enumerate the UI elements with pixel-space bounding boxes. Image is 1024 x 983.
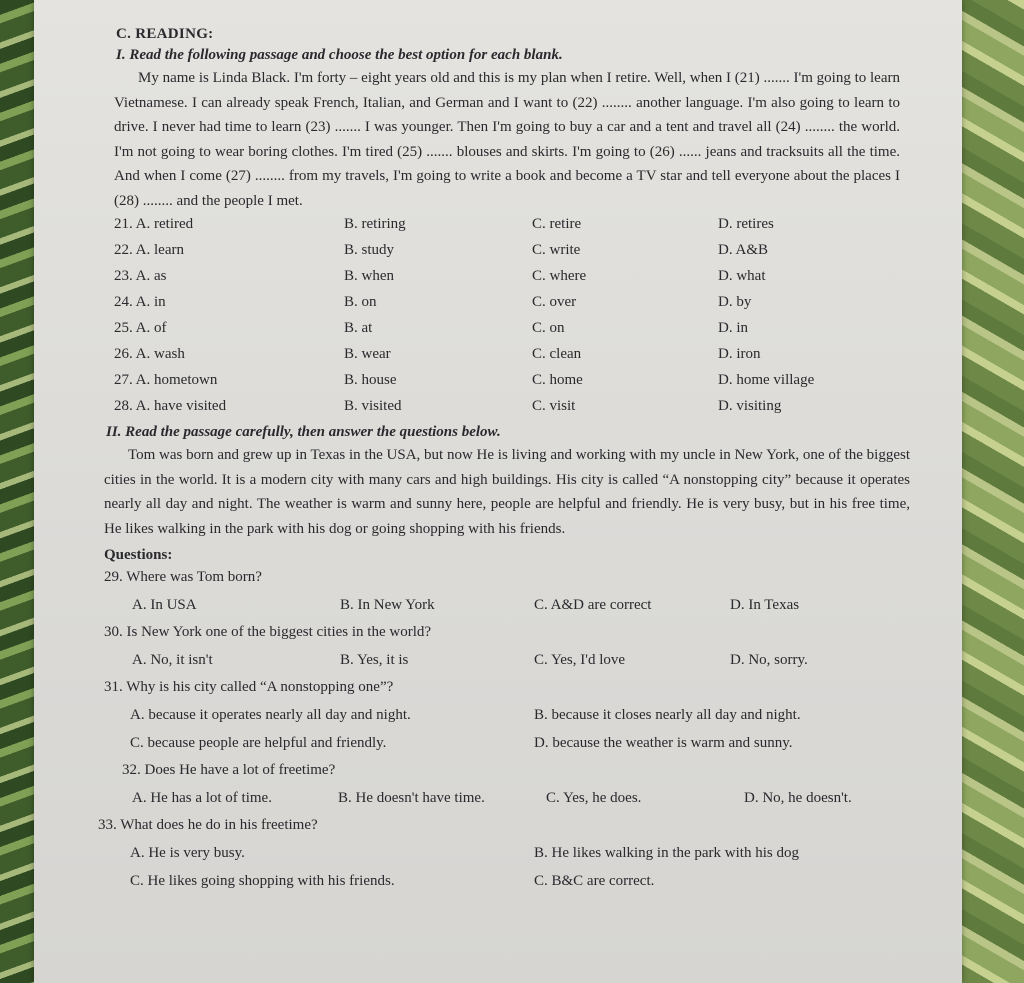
option-22-a: 22. A. learn xyxy=(114,242,184,258)
option-25-c: C. on xyxy=(532,320,565,336)
option-26-a: 26. A. wash xyxy=(114,346,185,362)
option-27-b: B. house xyxy=(344,372,397,388)
option-22-b: B. study xyxy=(344,242,395,258)
option-21-a: 21. A. retired xyxy=(114,216,194,232)
background-foliage-left xyxy=(0,0,36,983)
q31-option-d: D. because the weather is warm and sunny. xyxy=(534,735,793,751)
q30-option-d: D. No, sorry. xyxy=(730,652,808,668)
option-25-d: D. in xyxy=(718,320,748,336)
question-33-options-cd xyxy=(104,870,914,898)
part2 xyxy=(98,424,914,898)
option-26-b: B. wear xyxy=(344,346,391,362)
part1-passage: My name is Linda Black. I'm forty – eight years old and this is my plan when I retire. Well, when I (21) ....... I'm going to learn Vietnamese. I can already speak French, Italian, and German and I want to (22) ........ another language. I'm also going to learn to drive. I never had time to learn (23) ....... I was younger. Then I'm going to buy a car and a tent and travel all (24) ........ the world. I'm not going to wear boring clothes. I'm tired (25) ....... blouses and skirts. I'm going to (26) ...... jeans and tracksuits all the time. And when I come (27) ........ from my travels, I'm going to write a book and become a TV star and tell everyone about the places I (28) ........ and the people I met. xyxy=(114,70,900,209)
worksheet-paper xyxy=(34,0,962,983)
question-32-text: 32. Does He have a lot of freetime? xyxy=(122,762,336,778)
option-22-c: C. write xyxy=(532,242,581,258)
option-24-c: C. over xyxy=(532,294,577,310)
option-26-d: D. iron xyxy=(718,346,761,362)
question-30 xyxy=(104,622,914,649)
option-row-24 xyxy=(114,292,914,318)
worksheet-content xyxy=(98,26,914,898)
option-26-c: C. clean xyxy=(532,346,582,362)
part1-instruction: I. Read the following passage and choose the best option for each blank. xyxy=(116,47,563,63)
question-33 xyxy=(98,815,914,842)
option-row-23 xyxy=(114,266,914,292)
questions-heading: Questions: xyxy=(104,547,173,563)
question-32 xyxy=(104,760,914,787)
option-25-b: B. at xyxy=(344,320,373,336)
q30-option-c: C. Yes, I'd love xyxy=(534,652,626,668)
option-23-b: B. when xyxy=(344,268,394,284)
question-31 xyxy=(104,677,914,704)
option-28-d: D. visiting xyxy=(718,398,782,414)
option-27-a: 27. A. hometown xyxy=(114,372,218,388)
q33-option-c: C. He likes going shopping with his friends. xyxy=(130,873,395,889)
q29-option-b: B. In New York xyxy=(340,597,435,613)
q29-option-a: A. In USA xyxy=(132,597,197,613)
option-21-b: B. retiring xyxy=(344,216,406,232)
q31-option-a: A. because it operates nearly all day and night. xyxy=(130,707,411,723)
option-27-c: C. home xyxy=(532,372,583,388)
option-row-21 xyxy=(114,214,914,240)
q33-option-b: B. He likes walking in the park with his dog xyxy=(534,845,799,861)
question-33-options-ab xyxy=(104,842,914,870)
option-21-c: C. retire xyxy=(532,216,582,232)
option-21-d: D. retires xyxy=(718,216,774,232)
q31-option-b: B. because it closes nearly all day and night. xyxy=(534,707,801,723)
question-30-options xyxy=(104,649,914,677)
option-24-a: 24. A. in xyxy=(114,294,166,310)
option-22-d: D. A&B xyxy=(718,242,769,258)
option-23-d: D. what xyxy=(718,268,766,284)
question-29-options xyxy=(104,594,914,622)
option-27-d: D. home village xyxy=(718,372,815,388)
question-29-text: 29. Where was Tom born? xyxy=(104,569,262,585)
q33-option-d: C. B&C are correct. xyxy=(534,873,655,889)
option-25-a: 25. A. of xyxy=(114,320,167,336)
q31-option-c: C. because people are helpful and friendly. xyxy=(130,735,387,751)
option-28-c: C. visit xyxy=(532,398,576,414)
q29-option-d: D. In Texas xyxy=(730,597,800,613)
option-24-d: D. by xyxy=(718,294,752,310)
part2-passage: Tom was born and grew up in Texas in the USA, but now He is living and working with my uncle in New York, one of the biggest cities in the world. It is a modern city with many cars and high buildings. His city is called “A nonstopping city” because it operates nearly all day and night. The weather is warm and sunny here, people are helpful and friendly. He is very busy, but in his free time, He likes walking in the park with his dog or going shopping with his friends. xyxy=(104,447,910,537)
option-28-b: B. visited xyxy=(344,398,402,414)
question-31-text: 31. Why is his city called “A nonstopping one”? xyxy=(104,679,394,695)
q32-option-d: D. No, he doesn't. xyxy=(744,790,852,806)
question-31-options-cd xyxy=(104,732,914,760)
question-29 xyxy=(104,567,914,594)
part2-instruction: II. Read the passage carefully, then answer the questions below. xyxy=(106,424,501,440)
section-title: C. READING: xyxy=(116,26,214,42)
background-foliage-right xyxy=(958,0,1024,983)
option-28-a: 28. A. have visited xyxy=(114,398,227,414)
option-row-25 xyxy=(114,318,914,344)
q32-option-b: B. He doesn't have time. xyxy=(338,790,485,806)
option-24-b: B. on xyxy=(344,294,377,310)
question-33-text: 33. What does he do in his freetime? xyxy=(98,817,318,833)
q33-option-a: A. He is very busy. xyxy=(130,845,245,861)
question-30-text: 30. Is New York one of the biggest cities in the world? xyxy=(104,624,432,640)
option-23-c: C. where xyxy=(532,268,587,284)
option-row-28 xyxy=(114,396,914,422)
q29-option-c: C. A&D are correct xyxy=(534,597,652,613)
q30-option-a: A. No, it isn't xyxy=(132,652,213,668)
part1-options xyxy=(114,214,914,422)
option-23-a: 23. A. as xyxy=(114,268,167,284)
option-row-26 xyxy=(114,344,914,370)
question-31-options-ab xyxy=(104,704,914,732)
option-row-22 xyxy=(114,240,914,266)
option-row-27 xyxy=(114,370,914,396)
question-32-options xyxy=(104,787,914,815)
q30-option-b: B. Yes, it is xyxy=(340,652,409,668)
q32-option-a: A. He has a lot of time. xyxy=(132,790,272,806)
q32-option-c: C. Yes, he does. xyxy=(546,790,642,806)
